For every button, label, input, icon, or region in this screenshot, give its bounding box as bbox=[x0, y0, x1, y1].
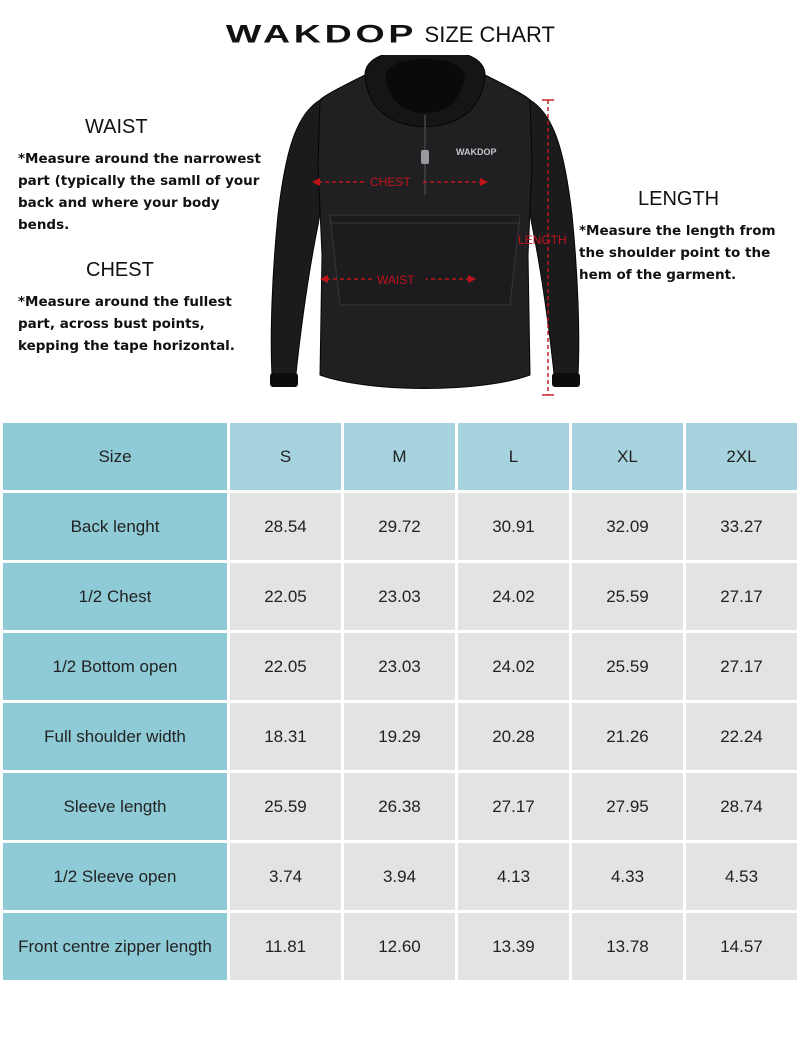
measurement-value: 25.59 bbox=[571, 562, 685, 632]
measurement-value: 13.39 bbox=[457, 912, 571, 982]
table-row bbox=[2, 912, 799, 982]
kangaroo-pocket bbox=[330, 215, 520, 305]
measurement-label: Front centre zipper length bbox=[2, 912, 229, 982]
size-table bbox=[0, 420, 800, 983]
measurement-value: 4.13 bbox=[457, 842, 571, 912]
measurement-label: 1/2 Sleeve open bbox=[2, 842, 229, 912]
measurement-value: 4.33 bbox=[571, 842, 685, 912]
measurement-value: 32.09 bbox=[571, 492, 685, 562]
measurement-value: 11.81 bbox=[229, 912, 343, 982]
measurement-value: 27.17 bbox=[685, 562, 799, 632]
table-row bbox=[2, 702, 799, 772]
size-corner-label: Size bbox=[2, 422, 229, 492]
measurement-label: Back lenght bbox=[2, 492, 229, 562]
length-description: *Measure the length from the shoulder point to the hem of the garment. bbox=[579, 223, 776, 283]
table-row bbox=[2, 772, 799, 842]
size-header-cell: M bbox=[343, 422, 457, 492]
table-row bbox=[2, 492, 799, 562]
zipper-pull bbox=[421, 150, 429, 164]
waist-heading: WAIST bbox=[85, 116, 148, 138]
measurement-label: 1/2 Bottom open bbox=[2, 632, 229, 702]
measurement-value: 29.72 bbox=[343, 492, 457, 562]
measurement-value: 27.17 bbox=[457, 772, 571, 842]
length-measure-label: LENGTH bbox=[518, 233, 567, 247]
measurement-label: 1/2 Chest bbox=[2, 562, 229, 632]
measurement-value: 3.94 bbox=[343, 842, 457, 912]
jacket-diagram bbox=[260, 55, 590, 405]
chest-logo: WAKDOP bbox=[456, 147, 497, 157]
waist-description: *Measure around the narrowest part (typically the samll of your back and where your body bends. bbox=[18, 151, 261, 233]
measurement-value: 30.91 bbox=[457, 492, 571, 562]
measurement-value: 24.02 bbox=[457, 632, 571, 702]
brand-logo: WAKDOP bbox=[225, 21, 418, 49]
measurement-value: 24.02 bbox=[457, 562, 571, 632]
chest-heading: CHEST bbox=[86, 259, 154, 281]
table-row bbox=[2, 842, 799, 912]
measurement-value: 23.03 bbox=[343, 632, 457, 702]
measurement-value: 33.27 bbox=[685, 492, 799, 562]
measurement-value: 21.26 bbox=[571, 702, 685, 772]
measurement-value: 26.38 bbox=[343, 772, 457, 842]
measurement-value: 18.31 bbox=[229, 702, 343, 772]
measurement-value: 28.54 bbox=[229, 492, 343, 562]
measurement-value: 27.17 bbox=[685, 632, 799, 702]
size-header-cell: XL bbox=[571, 422, 685, 492]
waist-measure-label: WAIST bbox=[377, 273, 415, 287]
measurement-value: 22.05 bbox=[229, 562, 343, 632]
chest-measure-label: CHEST bbox=[370, 175, 411, 189]
measurement-value: 4.53 bbox=[685, 842, 799, 912]
measurement-label: Sleeve length bbox=[2, 772, 229, 842]
page-title bbox=[0, 18, 800, 54]
measurement-value: 13.78 bbox=[571, 912, 685, 982]
right-cuff bbox=[552, 373, 580, 387]
measurement-value: 12.60 bbox=[343, 912, 457, 982]
measurement-value: 27.95 bbox=[571, 772, 685, 842]
measurement-value: 25.59 bbox=[229, 772, 343, 842]
measurement-value: 22.24 bbox=[685, 702, 799, 772]
measurement-value: 22.05 bbox=[229, 632, 343, 702]
measurement-label: Full shoulder width bbox=[2, 702, 229, 772]
size-header-row bbox=[2, 422, 799, 492]
measurement-value: 14.57 bbox=[685, 912, 799, 982]
table-row bbox=[2, 632, 799, 702]
measurement-value: 23.03 bbox=[343, 562, 457, 632]
measurement-value: 19.29 bbox=[343, 702, 457, 772]
table-row bbox=[2, 562, 799, 632]
measurement-value: 25.59 bbox=[571, 632, 685, 702]
size-header-cell: S bbox=[229, 422, 343, 492]
chart-label: SIZE CHART bbox=[424, 22, 555, 47]
chest-description: *Measure around the fullest part, across bust points, kepping the tape horizontal. bbox=[18, 294, 235, 354]
measurement-value: 20.28 bbox=[457, 702, 571, 772]
measurement-value: 3.74 bbox=[229, 842, 343, 912]
left-cuff bbox=[270, 373, 298, 387]
size-header-cell: L bbox=[457, 422, 571, 492]
length-heading: LENGTH bbox=[638, 188, 720, 210]
size-header-cell: 2XL bbox=[685, 422, 799, 492]
measurement-value: 28.74 bbox=[685, 772, 799, 842]
